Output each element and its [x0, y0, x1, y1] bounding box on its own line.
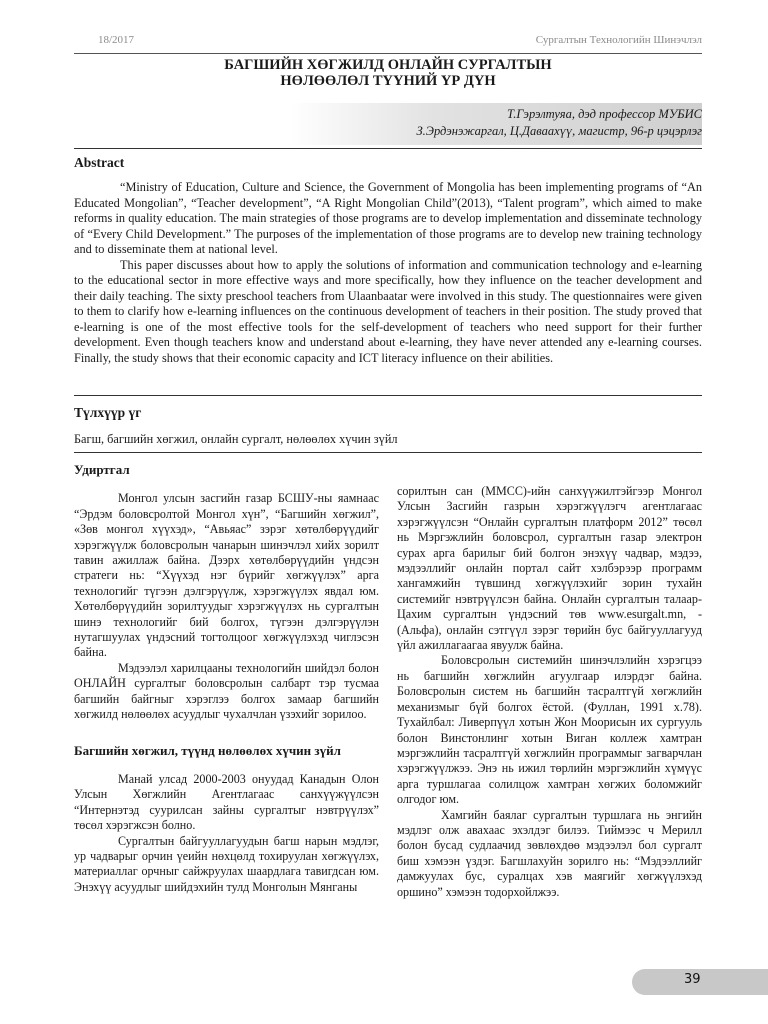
- intro-paragraph-2: Мэдээлэл харилцааны технологийн шийдэл болон ОНЛАЙН сургалтыг боловсролын салбарт тэр тусмаа багшийн байгныг хэрэглээ болгох замаар багшийн хөгжилд нөлөөлөх асуудлыг чухалчлан үзэхийг зорилоо.: [74, 660, 379, 722]
- intro-paragraph-1: Монгол улсын засгийн газар БСШУ-ны яамнаас “Эрдэм боловсролтой Монгол хүн”, “Багшийн хөгжил”, «Зөв монгол хүүхэд», “Авьяас” зэрэг хөтөлбөрүүдийг хэрэгжүүлж боловсролын чанарын шинэчлэл хийх зорилт тавин ажиллаж байна. Дээрх хөтөлбөрүүдийн үндсэн стратеги нь: “Хүүхэд нэг бүрийг хөгжүүлэх” арга технологийг түгээн дэлгэрүүлж, хэрэгжүүлэх явдал юм. Хөтөлбөрүүдийн зорилтуудыг хэрэгжүүлэх нь сургалтын шинэ технологийг бий болгох, түгээн дэлгэрүүлэн нутагшуулах үндэсний тогтолцоог хөгжүүлэхэд чиглэсэн байна.: [74, 491, 379, 660]
- left-column: [74, 462, 379, 895]
- keywords-bottom-rule: [74, 452, 702, 453]
- intro-heading: Удиртгал: [74, 462, 130, 477]
- journal-name: Сургалтын Технологийн Шинэчлэл: [535, 34, 702, 46]
- author-line-1: Т.Гэрэлтуяа, дэд профессор МУБИС: [507, 107, 702, 121]
- keywords-heading: Түлхүүр үг: [74, 405, 142, 420]
- abstract-body: [74, 180, 702, 366]
- right-paragraph-3: Хамгийн баялаг сургалтын туршлага нь энгийн мэдлэг олж авахаас эхэлдэг билээ. Тиймээс ч Мерилл болон бусад судлаачид зөвлөхдөө мэдээлэл бол сургалт биш хэмээн үздэг. Багшлахуйн зорилго нь: “Мэдээллийг дамжуулах бус, суралцах хэв маягийг хөгжүүлэхэд оршино” хэмээн тодорхойлжээ.: [397, 807, 702, 899]
- keywords-top-rule: [74, 395, 702, 396]
- abstract-top-rule: [74, 148, 702, 149]
- running-header: [74, 34, 702, 50]
- factors-paragraph-1: Манай улсад 2000-2003 онуудад Канадын Олон Улсын Хөгжлийн Агентлагаас санхүүжүүлсэн “Интернэтэд суурилсан зайны сургалтыг нэвтрүүлэх” төсөл хэрэгжсэн болно.: [74, 771, 379, 833]
- abstract-heading: Abstract: [74, 155, 125, 170]
- factors-heading: Багшийн хөгжил, түүнд нөлөөлөх хүчин зүйл: [74, 742, 341, 758]
- right-column: [397, 484, 702, 900]
- page-number: 39: [684, 972, 701, 987]
- title-line-1: БАГШИЙН ХӨГЖИЛД ОНЛАЙН СУРГАЛТЫН: [224, 57, 552, 73]
- author-line-2: З.Эрдэнэжаргал, Ц.Даваахүү, магистр, 96-р цэцэрлэг: [416, 124, 702, 138]
- factors-paragraph-2: Сургалтын байгууллагуудын багш нарын мэдлэг, ур чадварыг орчин үеийн нөхцөлд тохируулан хөгжүүлэх, материаллаг орчныг сайжруулах шаардлага тавигдсан юм. Энэхүү асуудлыг шийдэхийн тулд Монголын Мянганы: [74, 833, 379, 894]
- right-paragraph-1: сорилтын сан (ММСС)-ийн санхүүжилтэйгээр Монгол Улсын Засгийн газрын хэрэгжүүлэгч агентлагаас хэрэгжүүлсэн “Онлайн сургалтын платформ 2012” төсөл нь Мэргэжлийн боловсрол, сургалтын газар электрон сурах арга барилыг бий болгон энэхүү чадвар, мэдээ, мэдээллийг онлайн портал сайт хэлбэрээр программ хангамжийн түвшинд хөгжүүлэхийг зорин тухайн системийг нэвтрүүлсэн байна. Онлайн сургалтын талаар-Цахим сургалтын үндэсний төв www.esurgalt.mn, - (Альфа), онлайн сэтгүүл зэрэг төрийн бус байгууллагууд үйл ажиллагаагаа явуулж байна.: [397, 484, 702, 653]
- abstract-paragraph-2: This paper discusses about how to apply the solutions of information and communication technology and e-learning to the educational sector in more effective ways and more specifically, how they influence on the teacher development and their daily teaching. The sixty preschool teachers from Ulaanbaatar were involved in this study. The questionnaires were given to them to clarify how e-learning influences on the continuous development of teachers in their position. The study proved that e-learning is one of the most effective tools for the self-development of teachers who need support for their further development. Even though teachers know and understand about e-learning, they have never attended any e-learning courses. Finally, the study shows that their economic capacity and ICT literacy influence on their abilities.: [74, 257, 702, 365]
- keywords-text: Багш, багшийн хөгжил, онлайн сургалт, нөлөөлөх хүчин зүйл: [74, 432, 398, 446]
- abstract-paragraph-1: “Ministry of Education, Culture and Science, the Government of Mongolia has been implementing programs of “An Educated Mongolian”, “Teacher development”, “A Right Mongolian Child”(2013), “Talent program”, which aimed to make reforms in quality education. The main strategies of those programs are to develop implementation and disseminate technology of “Every Child Development.” The purposes of the implementation of those programs are to develop new training technology and to disseminate them at national level.: [74, 180, 702, 256]
- right-paragraph-2: Боловсролын системийн шинэчлэлийн хэрэгцээ нь багшийн хөгжлийн агуулгаар илэрдэг байна. Боловсролын систем нь багшийн тасралтгүй хөгжлийн механизмыг бүй болгох ёстой. (Фуллан, 1991 х.78). Тухайлбал: Ливерпүүл хотын Жон Моорисын их сургууль болон Винстонлинг хотын Виган коллеж хамтран мэргэжлийн тасралтгүй хөгжлийн программыг загварчлан хэрэгжүүлжээ. Энэ нь ижил төрлийн мэргэжлийн хүмүүс арга туршлагаа солилцож хамтран хөгжих боломжийг олгодог юм.: [397, 653, 702, 807]
- issue-number: 18/2017: [98, 34, 135, 46]
- paper-title: [74, 57, 702, 89]
- header-rule: [74, 53, 702, 54]
- title-line-2: НӨЛӨӨЛӨЛ ТҮҮНИЙ ҮР ДҮН: [280, 73, 496, 89]
